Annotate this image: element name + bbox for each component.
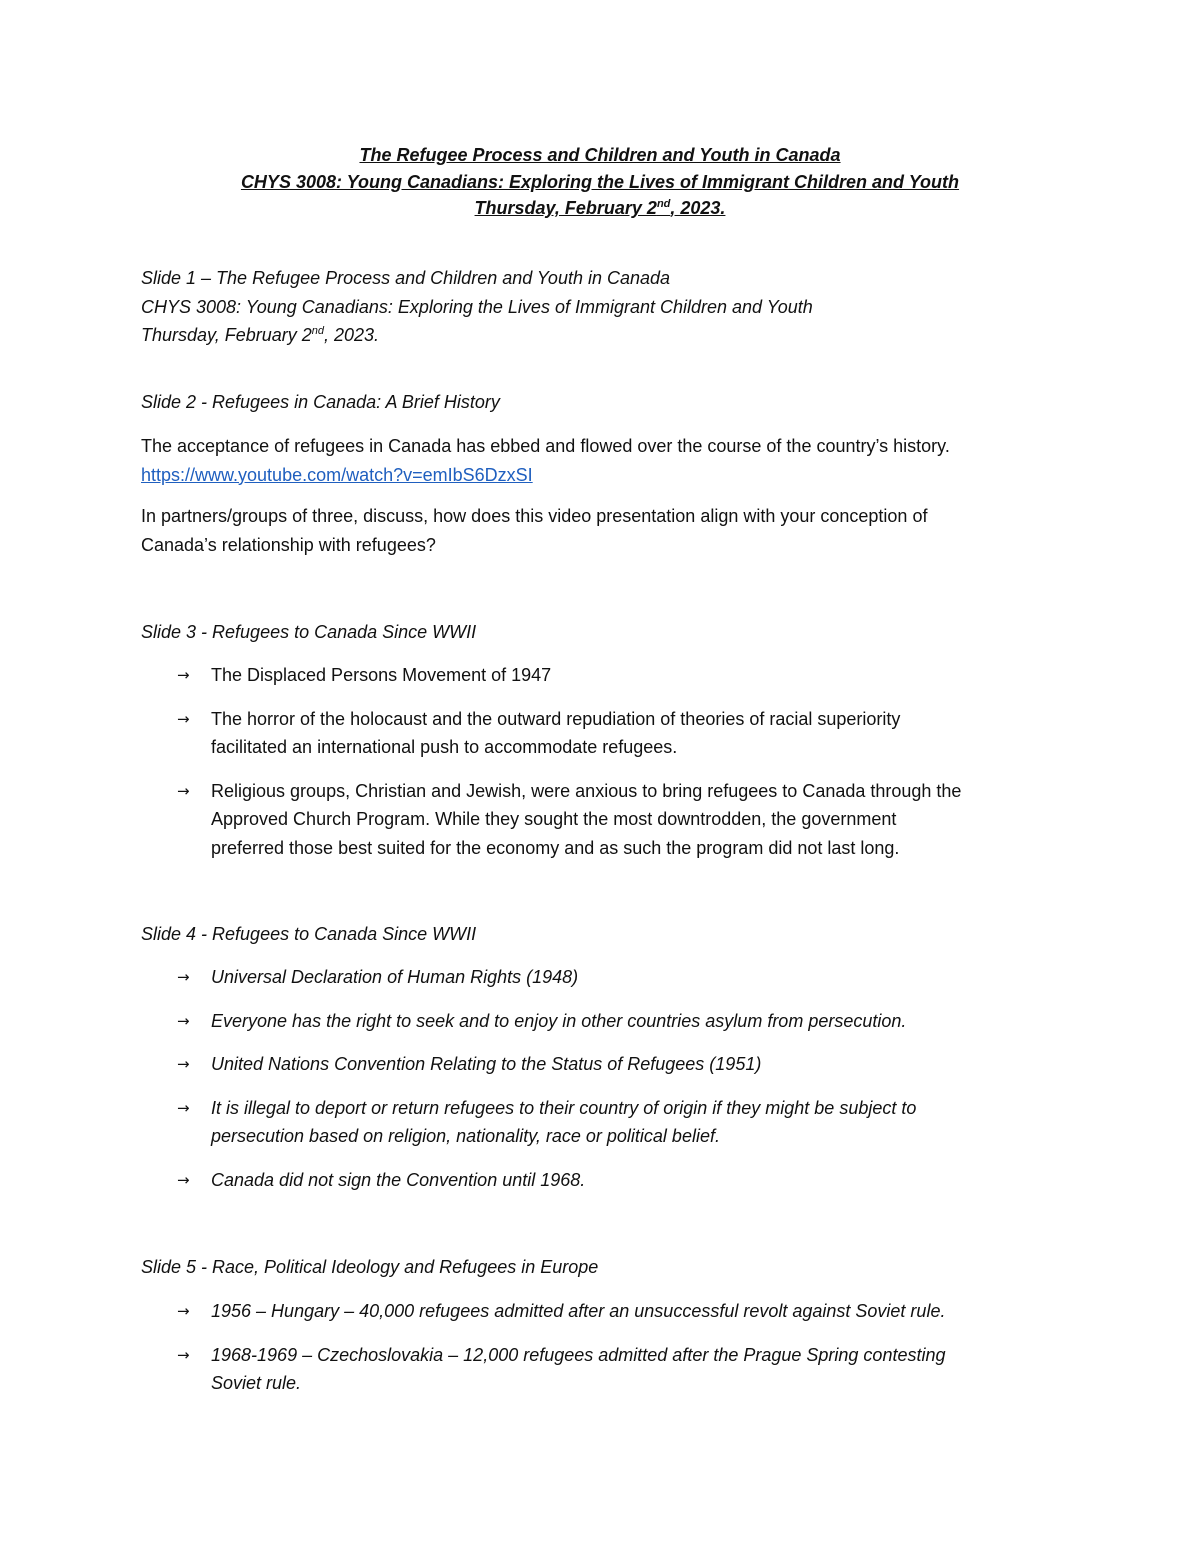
slide-2-title: Slide 2 - Refugees in Canada: A Brief History <box>141 392 500 412</box>
list-item: → 1956 – Hungary – 40,000 refugees admitted after an unsuccessful revolt against Soviet rule. <box>141 1297 1041 1326</box>
arrow-icon: → <box>177 1055 190 1073</box>
arrow-icon: → <box>177 968 190 986</box>
list-item: → Universal Declaration of Human Rights (1948) <box>141 963 1041 992</box>
list-item: → United Nations Convention Relating to the Status of Refugees (1951) <box>141 1050 1041 1079</box>
slide-5-list <box>141 1297 1041 1398</box>
slide-4-section <box>141 920 1041 949</box>
slide-2-discussion <box>141 502 1061 559</box>
slide-1-course: CHYS 3008: Young Canadians: Exploring the Lives of Immigrant Children and Youth <box>141 296 813 317</box>
slide-4-bullets <box>141 963 1041 1194</box>
document-header <box>0 142 1200 222</box>
arrow-icon: → <box>177 781 190 800</box>
youtube-link[interactable]: https://www.youtube.com/watch?v=emIbS6DzxSI <box>141 464 533 485</box>
slide-4-list <box>141 963 1041 1194</box>
list-item: → The horror of the holocaust and the outward repudiation of theories of racial superiority facilitated an international push to accommodate refugees. <box>141 705 1041 762</box>
slide-4-title: Slide 4 - Refugees to Canada Since WWII <box>141 924 477 944</box>
arrow-icon: → <box>177 1302 190 1320</box>
slide-2-body <box>141 432 1061 489</box>
slide-5-title: Slide 5 - Race, Political Ideology and Refugees in Europe <box>141 1257 599 1277</box>
slide-1-title: Slide 1 – The Refugee Process and Children and Youth in Canada <box>141 268 671 288</box>
header-date: Thursday, February 2nd, 2023. <box>474 198 726 218</box>
slide-3-section <box>141 618 1041 647</box>
slide-5-bullets <box>141 1297 1041 1398</box>
list-item: → It is illegal to deport or return refugees to their country of origin if they might be subject to persecution based on religion, nationality, race or political belief. <box>141 1094 1041 1151</box>
slide-2-discussion-line-1: In partners/groups of three, discuss, how does this video presentation align with your conception of <box>141 506 928 526</box>
slide-3-bullets <box>141 661 1041 862</box>
slide-1-date: Thursday, February 2nd, 2023. <box>141 325 380 345</box>
slide-2-discussion-line-2: Canada’s relationship with refugees? <box>141 534 436 555</box>
list-item: → The Displaced Persons Movement of 1947 <box>141 661 1041 690</box>
list-item: → Religious groups, Christian and Jewish, were anxious to bring refugees to Canada through the Approved Church Program. While they sought the most downtrodden, the government preferred those best suited for the economy and as such the program did not last long. <box>141 777 1041 863</box>
arrow-icon: → <box>177 1011 190 1030</box>
slide-3-title: Slide 3 - Refugees to Canada Since WWII <box>141 622 477 642</box>
header-title: The Refugee Process and Children and Youth in Canada <box>359 145 841 165</box>
arrow-icon: → <box>177 666 190 684</box>
arrow-icon: → <box>177 1098 190 1117</box>
slide-2-paragraph: The acceptance of refugees in Canada has ebbed and flowed over the course of the country’s history. <box>141 436 950 456</box>
slide-5-section <box>141 1253 1041 1282</box>
slide-2-section <box>141 388 1041 417</box>
list-item: → Everyone has the right to seek and to enjoy in other countries asylum from persecution. <box>141 1007 1041 1036</box>
slide-1-section <box>141 264 1041 350</box>
slide-3-list <box>141 661 1041 862</box>
arrow-icon: → <box>177 1345 190 1364</box>
list-item: → 1968-1969 – Czechoslovakia – 12,000 refugees admitted after the Prague Spring contesting Soviet rule. <box>141 1341 1041 1398</box>
arrow-icon: → <box>177 1170 190 1189</box>
header-course: CHYS 3008: Young Canadians: Exploring the Lives of Immigrant Children and Youth <box>240 171 960 192</box>
arrow-icon: → <box>177 709 190 728</box>
list-item: → Canada did not sign the Convention until 1968. <box>141 1166 1041 1195</box>
